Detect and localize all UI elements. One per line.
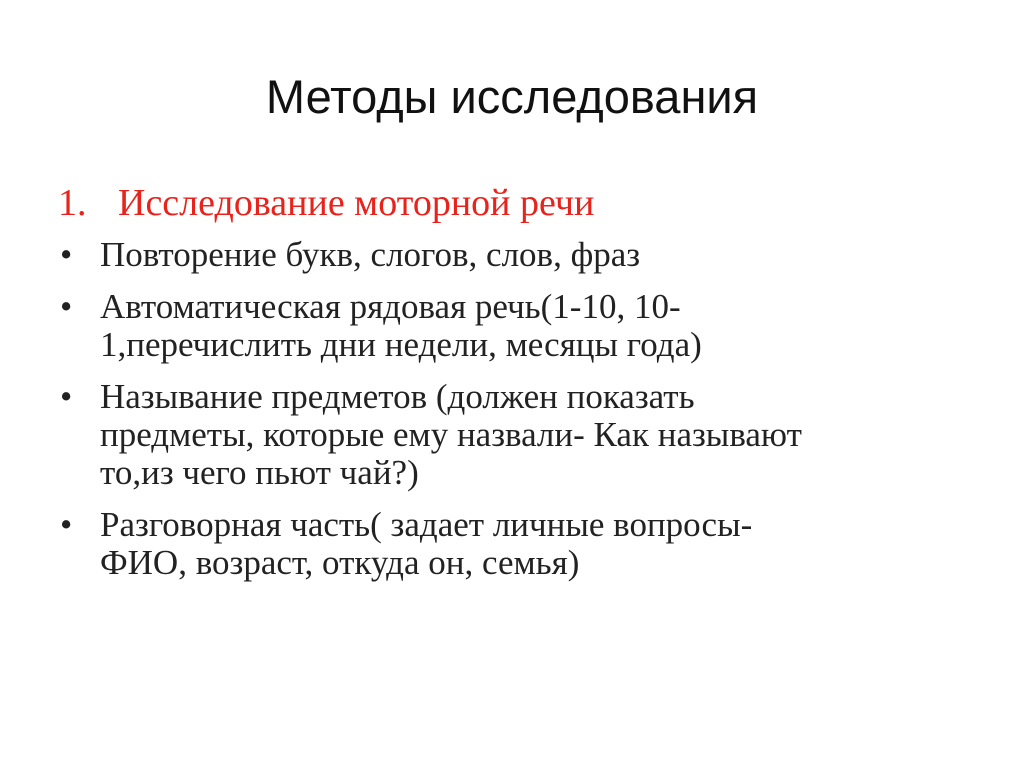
bullet-text: Автоматическая рядовая речь(1-10, 10- 1,перечислить дни недели, месяцы года) bbox=[100, 287, 702, 364]
bullet-list bbox=[58, 236, 978, 582]
bullet-item bbox=[58, 506, 978, 582]
numbered-item-text: Исследование моторной речи bbox=[118, 182, 595, 224]
bullet-icon: • bbox=[60, 377, 73, 416]
slide-content bbox=[58, 176, 978, 596]
bullet-item bbox=[58, 288, 978, 364]
bullet-icon: • bbox=[60, 505, 73, 544]
bullet-text: Разговорная часть( задает личные вопросы- ФИО, возраст, откуда он, семья) bbox=[100, 505, 753, 582]
bullet-item bbox=[58, 236, 978, 274]
numbered-item-number: 1. bbox=[58, 182, 87, 224]
bullet-icon: • bbox=[60, 235, 73, 274]
numbered-item bbox=[58, 176, 978, 230]
bullet-text: Называние предметов (должен показать предметы, которые ему назвали- Как называют то,из чего пьют чай?) bbox=[100, 377, 802, 492]
bullet-icon: • bbox=[60, 287, 73, 326]
bullet-text: Повторение букв, слогов, слов, фраз bbox=[100, 235, 641, 274]
slide-title: Методы исследования bbox=[265, 70, 759, 123]
bullet-item bbox=[58, 378, 978, 492]
